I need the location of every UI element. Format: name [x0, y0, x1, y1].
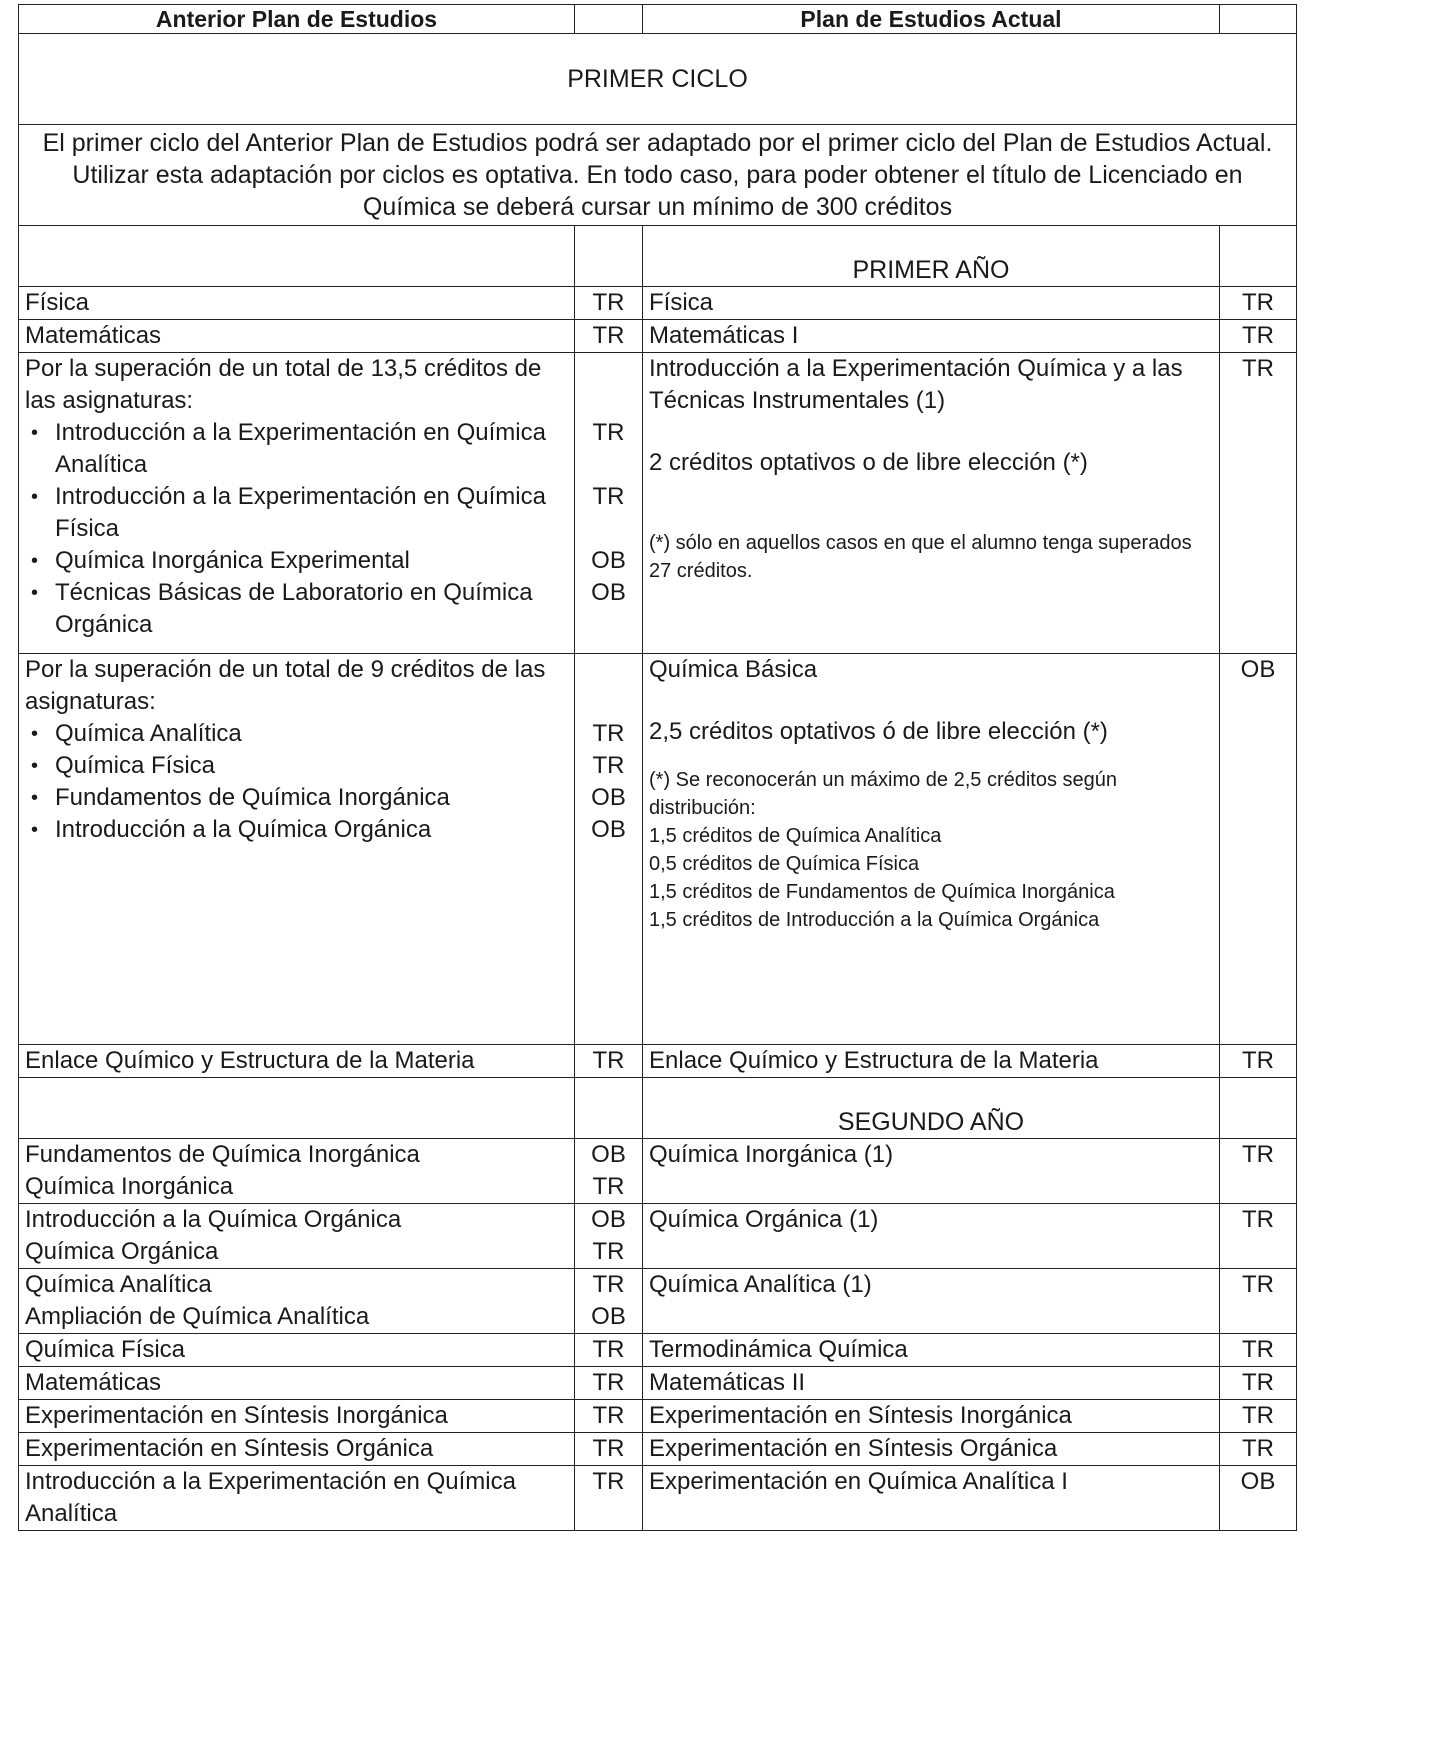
old-code — [575, 1433, 643, 1466]
list-item: • Fundamentos de Química Inorgánica — [25, 782, 568, 814]
list-item: • Introducción a la Experimentación en Química Física — [25, 481, 568, 545]
table-row — [19, 1367, 1297, 1400]
list-item: • Introducción a la Experimentación en Química Analítica — [25, 417, 568, 481]
old-code-line: TR — [592, 1336, 625, 1363]
new-subject: Química Orgánica (1) — [643, 1204, 1220, 1269]
old-subject-line: Introducción a la Experimentación en Química Analítica — [25, 1468, 516, 1527]
old-subject-line: Introducción a la Química Orgánica — [25, 1206, 402, 1233]
table-row — [19, 353, 1297, 654]
blank-cell — [575, 1078, 643, 1139]
list-item: • Química Analítica — [25, 718, 568, 750]
old-subject: Física — [19, 287, 575, 320]
old-code — [575, 1269, 643, 1334]
table-row — [19, 1204, 1297, 1269]
list-item: • Química Inorgánica Experimental — [25, 545, 568, 577]
new-subject: Introducción a la Experimentación Química y a las Técnicas Instrumentales (1) — [649, 355, 1183, 414]
elective-credits: 2,5 créditos optativos ó de libre elección (*) — [649, 718, 1108, 745]
table-row — [19, 1269, 1297, 1334]
group-intro: Por la superación de un total de 9 créditos de las asignaturas: — [25, 656, 546, 715]
new-code: OB — [1220, 654, 1297, 1045]
old-code: OB — [591, 784, 626, 811]
old-code-line: OB — [591, 1303, 626, 1330]
old-subject: Matemáticas — [19, 320, 575, 353]
old-subject-line: Química Inorgánica — [25, 1173, 234, 1200]
table-row — [19, 1400, 1297, 1433]
table-row — [19, 1334, 1297, 1367]
old-code: TR — [592, 752, 625, 779]
old-subject-line: Fundamentos de Química Inorgánica — [25, 1141, 420, 1168]
new-code: TR — [1220, 1269, 1297, 1334]
new-subject: Química Básica — [649, 656, 818, 683]
old-code — [575, 1466, 643, 1531]
old-code: TR — [575, 1045, 643, 1078]
new-code-header — [1220, 5, 1297, 34]
new-code: TR — [1220, 353, 1297, 654]
old-subject — [19, 1400, 575, 1433]
year-title: PRIMER AÑO — [643, 226, 1220, 287]
note-line: 1,5 créditos de Introducción a la Química Orgánica — [649, 909, 1100, 931]
new-subject-group — [643, 353, 1220, 654]
old-subject-group — [19, 353, 575, 654]
old-code: OB — [591, 579, 626, 606]
old-subject-line: Química Orgánica — [25, 1238, 219, 1265]
new-subject: Experimentación en Síntesis Inorgánica — [643, 1400, 1220, 1433]
old-subject: Enlace Químico y Estructura de la Materia — [19, 1045, 575, 1078]
old-code — [575, 1139, 643, 1204]
old-code-line: TR — [592, 1369, 625, 1396]
old-subject-line: Matemáticas — [25, 1369, 162, 1396]
new-subject: Matemáticas II — [643, 1367, 1220, 1400]
old-code-line: TR — [592, 1402, 625, 1429]
old-code — [575, 1334, 643, 1367]
new-code: OB — [1220, 1466, 1297, 1531]
subject-list — [25, 718, 568, 846]
old-code-line: TR — [592, 1238, 625, 1265]
old-code: TR — [592, 720, 625, 747]
old-subject — [19, 1433, 575, 1466]
old-subject — [19, 1334, 575, 1367]
table-row — [19, 1433, 1297, 1466]
old-code: OB — [591, 816, 626, 843]
old-code-header — [575, 5, 643, 34]
credit-distribution-note — [649, 766, 1213, 934]
blank-cell — [19, 1078, 575, 1139]
list-item: • Técnicas Básicas de Laboratorio en Química Orgánica — [25, 577, 568, 641]
table-row — [19, 1139, 1297, 1204]
new-code: TR — [1220, 1204, 1297, 1269]
new-subject: Química Analítica (1) — [643, 1269, 1220, 1334]
old-code — [575, 1400, 643, 1433]
new-code: TR — [1220, 1367, 1297, 1400]
list-item: • Química Física — [25, 750, 568, 782]
old-code-line: TR — [592, 1468, 625, 1495]
old-code: TR — [575, 320, 643, 353]
section-title: PRIMER CICLO — [19, 34, 1297, 125]
new-code: TR — [1220, 287, 1297, 320]
note-line: (*) Se reconocerán un máximo de 2,5 créditos según distribución: — [649, 769, 1118, 819]
old-subject-line: Ampliación de Química Analítica — [25, 1303, 370, 1330]
new-subject: Física — [643, 287, 1220, 320]
new-code: TR — [1220, 1400, 1297, 1433]
old-code-line: OB — [591, 1141, 626, 1168]
old-code-line: TR — [592, 1271, 625, 1298]
new-code: TR — [1220, 1334, 1297, 1367]
old-subject-group — [19, 654, 575, 1045]
intro-note-row — [19, 125, 1297, 226]
old-codes — [575, 353, 643, 654]
year-row-2 — [19, 1078, 1297, 1139]
old-subject-line: Química Física — [25, 1336, 186, 1363]
old-code: TR — [592, 483, 625, 510]
note-line: 0,5 créditos de Química Física — [649, 853, 920, 875]
new-subject: Experimentación en Síntesis Orgánica — [643, 1433, 1220, 1466]
new-subject: Termodinámica Química — [643, 1334, 1220, 1367]
old-subject-line: Experimentación en Síntesis Inorgánica — [25, 1402, 448, 1429]
adaptation-table-page — [18, 4, 1296, 1531]
old-subject — [19, 1204, 575, 1269]
old-subject — [19, 1139, 575, 1204]
table-row — [19, 1045, 1297, 1078]
new-subject: Enlace Químico y Estructura de la Materia — [643, 1045, 1220, 1078]
year-row-1 — [19, 226, 1297, 287]
note-line: 1,5 créditos de Fundamentos de Química Inorgánica — [649, 881, 1115, 903]
section-row — [19, 34, 1297, 125]
old-subject-line: Química Analítica — [25, 1271, 212, 1298]
new-subject-group — [643, 654, 1220, 1045]
old-code-line: TR — [592, 1435, 625, 1462]
new-code: TR — [1220, 1433, 1297, 1466]
old-code: TR — [592, 419, 625, 446]
subject-list — [25, 417, 568, 641]
elective-credits: 2 créditos optativos o de libre elección (*) — [649, 449, 1088, 476]
new-subject: Química Inorgánica (1) — [643, 1139, 1220, 1204]
year-title: SEGUNDO AÑO — [643, 1078, 1220, 1139]
adaptation-table — [18, 4, 1297, 1531]
new-subject: Experimentación en Química Analítica I — [643, 1466, 1220, 1531]
new-plan-header: Plan de Estudios Actual — [643, 5, 1220, 34]
blank-cell — [1220, 1078, 1297, 1139]
old-plan-header: Anterior Plan de Estudios — [19, 5, 575, 34]
old-code: OB — [591, 547, 626, 574]
table-row — [19, 1466, 1297, 1531]
list-item: • Introducción a la Química Orgánica — [25, 814, 568, 846]
old-codes — [575, 654, 643, 1045]
group-intro: Por la superación de un total de 13,5 créditos de las asignaturas: — [25, 355, 542, 414]
new-subject: Matemáticas I — [643, 320, 1220, 353]
footnote: (*) sólo en aquellos casos en que el alumno tenga superados 27 créditos. — [649, 532, 1192, 582]
note-line: 1,5 créditos de Química Analítica — [649, 825, 942, 847]
intro-note: El primer ciclo del Anterior Plan de Estudios podrá ser adaptado por el primer ciclo del Plan de Estudios Actual. Utilizar esta adaptación por ciclos es optativa. En todo caso, para poder obtener el título de Licenciado en Química se deberá cursar un mínimo de 300 créditos — [19, 125, 1297, 226]
new-code: TR — [1220, 1139, 1297, 1204]
old-code — [575, 1367, 643, 1400]
new-code: TR — [1220, 320, 1297, 353]
old-code-line: TR — [592, 1173, 625, 1200]
header-row — [19, 5, 1297, 34]
old-subject — [19, 1367, 575, 1400]
old-subject-line: Experimentación en Síntesis Orgánica — [25, 1435, 434, 1462]
old-code: TR — [575, 287, 643, 320]
old-code — [575, 1204, 643, 1269]
table-row — [19, 654, 1297, 1045]
old-subject — [19, 1466, 575, 1531]
table-row — [19, 320, 1297, 353]
new-code: TR — [1220, 1045, 1297, 1078]
old-subject — [19, 1269, 575, 1334]
table-row — [19, 287, 1297, 320]
old-code-line: OB — [591, 1206, 626, 1233]
